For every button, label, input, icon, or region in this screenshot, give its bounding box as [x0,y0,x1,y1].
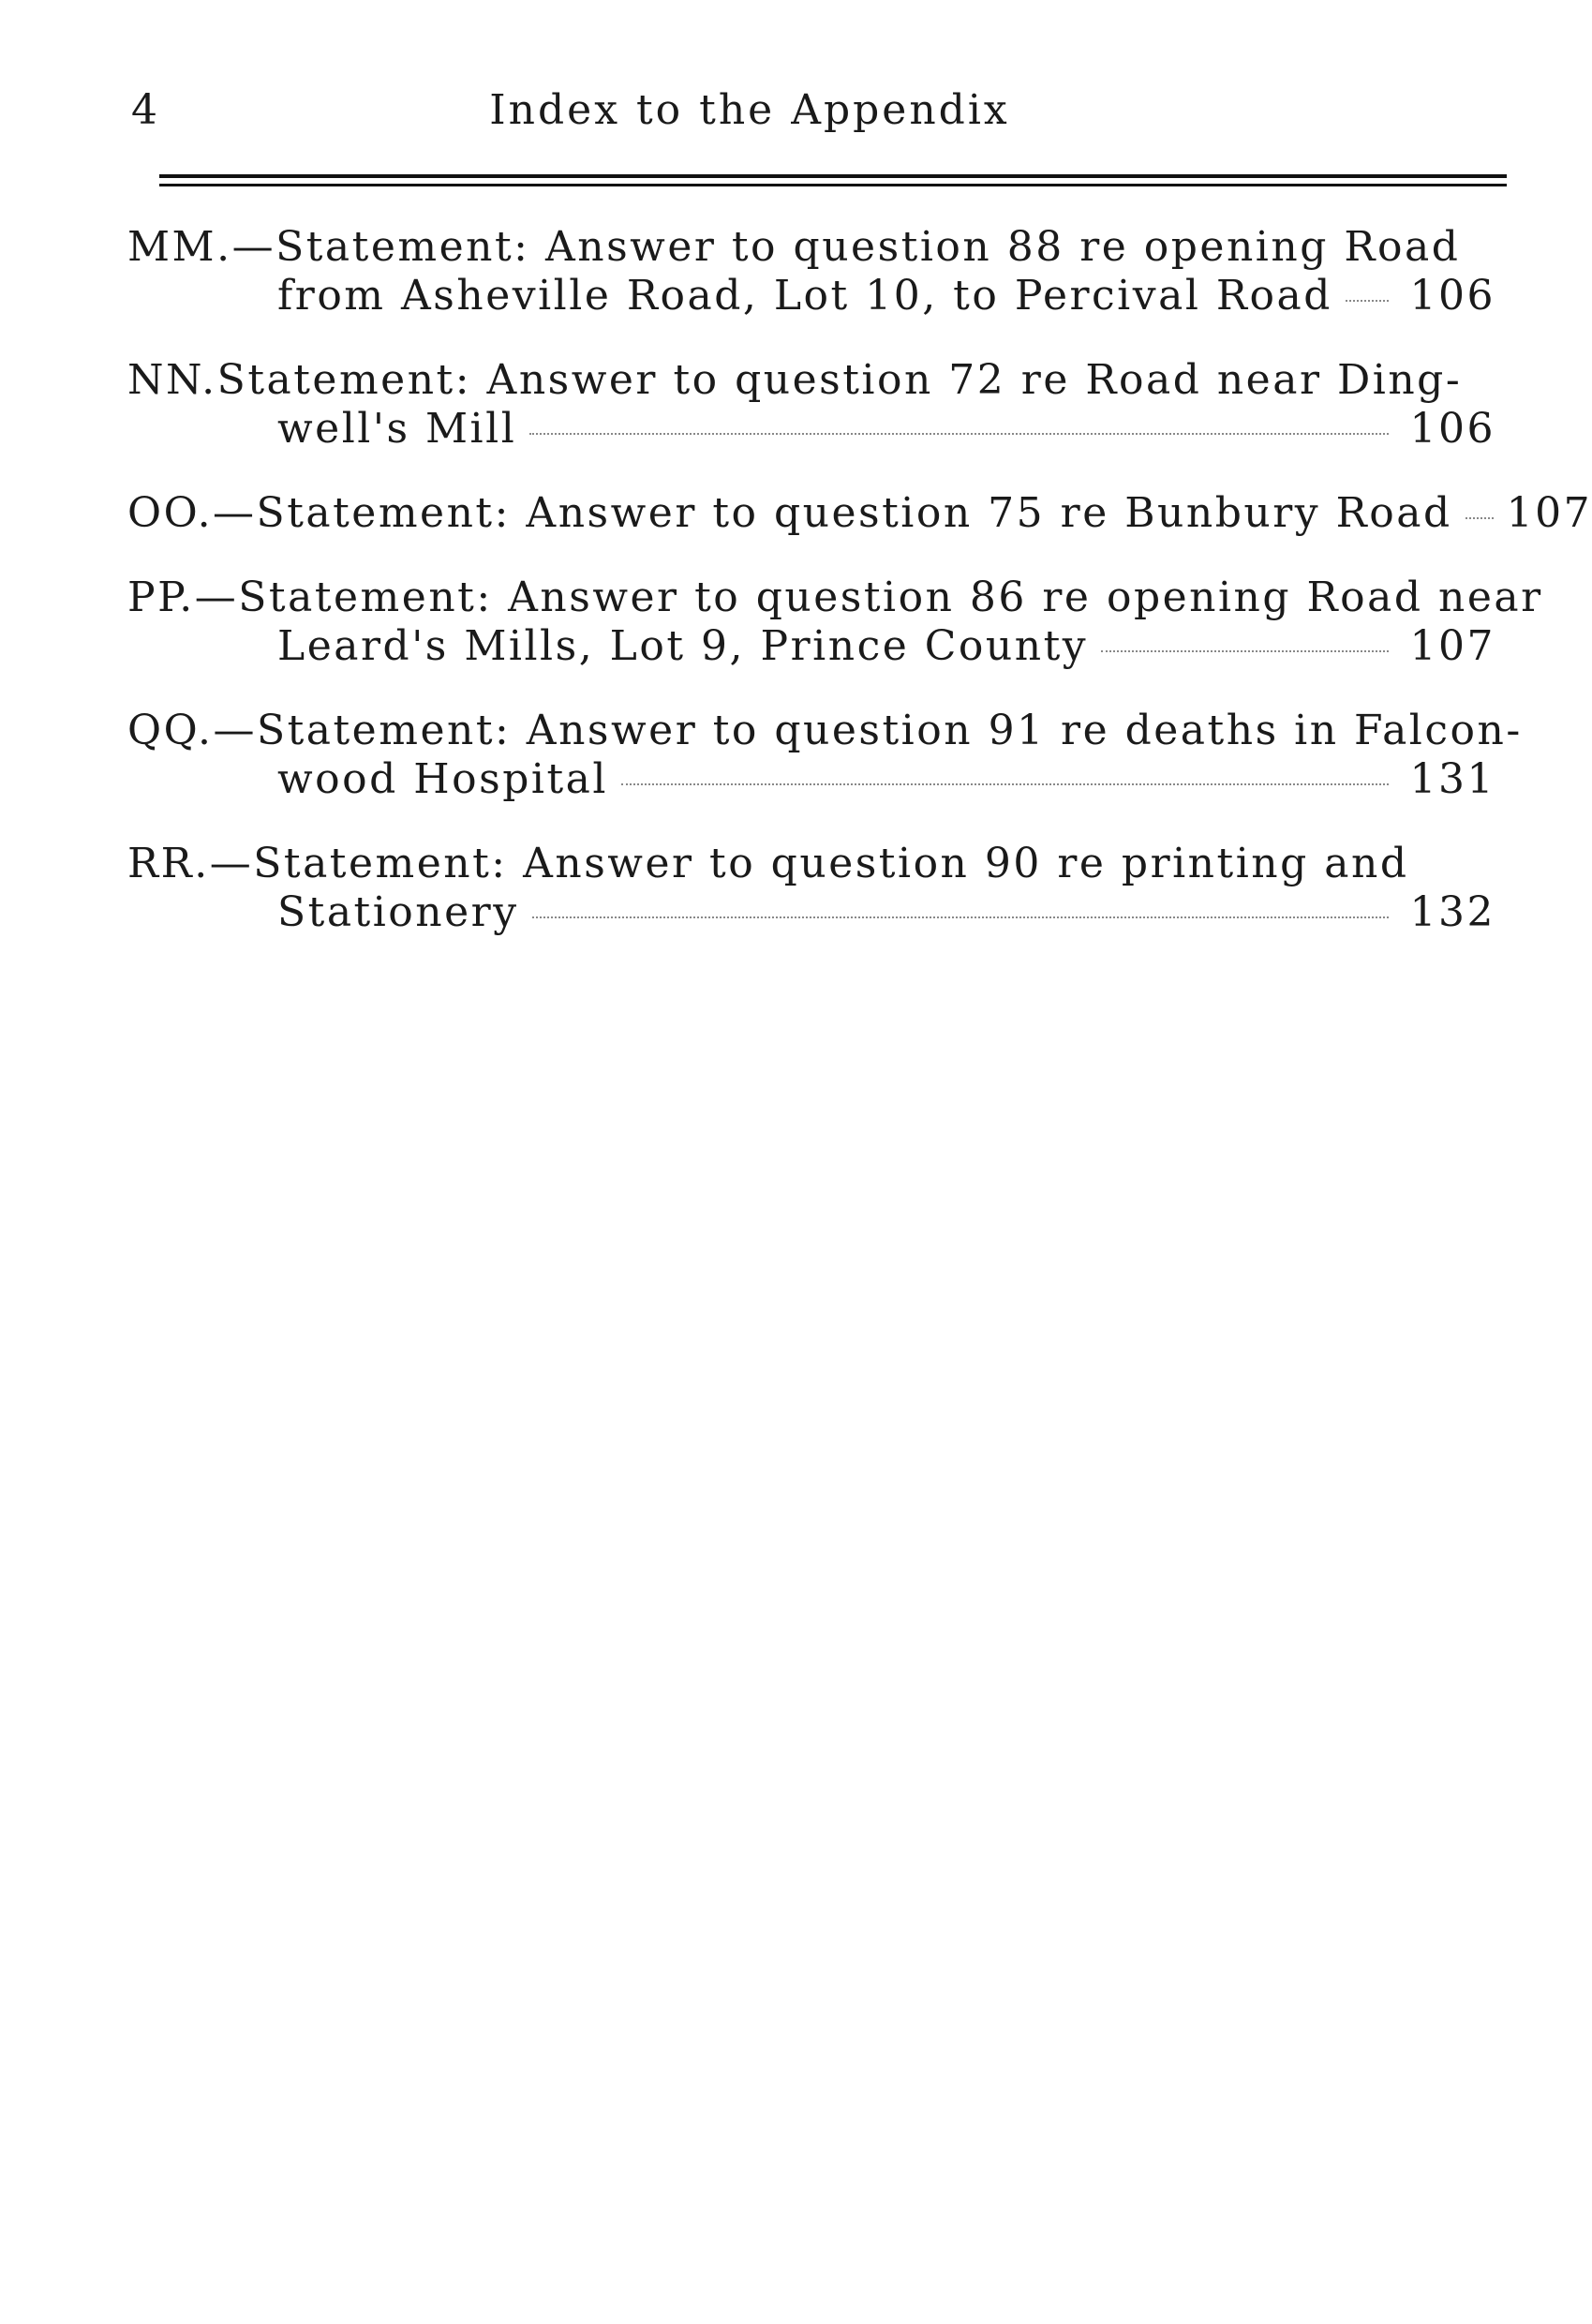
index-entries [127,223,1592,973]
entry-page-ref: 132 [1409,888,1495,936]
entry-heading: OO.—Statement: Answer to question 75 re Bunbury Road [127,489,1452,537]
entry-continuation: Stationery [277,888,519,936]
dot-leader [1466,517,1494,519]
index-entry-mm [127,223,1495,320]
header-rule-thin [159,184,1507,186]
dot-leader [1346,300,1389,302]
dot-leader [529,433,1389,435]
entry-page-ref: 131 [1409,755,1495,803]
entry-continuation: from Asheville Road, Lot 10, to Percival Road [277,272,1332,320]
index-entry-qq [127,707,1523,804]
entry-heading: MM.—Statement: Answer to question 88 re opening Road [127,223,1461,271]
entry-heading: PP.—Statement: Answer to question 86 re opening Road near [127,574,1543,621]
entry-continuation: Leard's Mills, Lot 9, Prince County [277,622,1089,670]
entry-page-ref: 107 [1506,489,1592,537]
index-entry-oo [127,489,1592,538]
entry-heading: RR.—Statement: Answer to question 90 re printing and [127,840,1409,887]
page-header [131,86,1499,142]
entry-heading: NN.Statement: Answer to question 72 re Road near Ding- [127,356,1463,404]
index-entry-pp [127,574,1543,671]
entry-continuation: well's Mill [277,405,517,453]
running-title: Index to the Appendix [489,86,1010,134]
entry-page-ref: 106 [1409,405,1495,453]
dot-leader [1101,650,1389,652]
index-entry-rr [127,840,1495,937]
entry-page-ref: 107 [1409,622,1495,670]
entry-continuation: wood Hospital [277,755,608,803]
entry-page-ref: 106 [1409,272,1495,320]
dot-leader [532,916,1389,918]
header-rule-thick [159,174,1507,178]
entry-heading: QQ.—Statement: Answer to question 91 re deaths in Falcon- [127,707,1523,754]
index-entry-nn [127,356,1495,454]
dot-leader [621,783,1389,785]
page-number: 4 [131,86,158,134]
